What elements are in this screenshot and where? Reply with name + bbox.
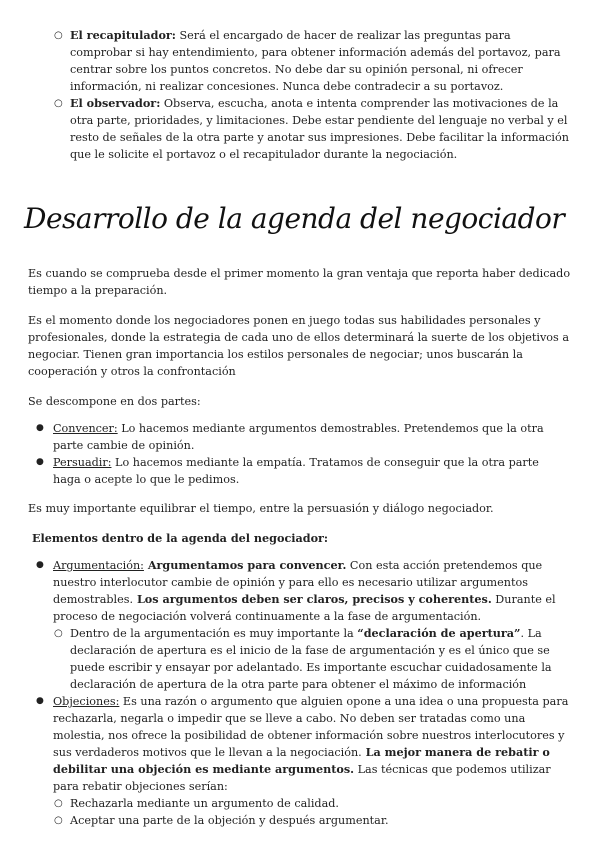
bold-text: Los argumentos deben ser claros, precisos y coherentes. [133, 592, 492, 606]
bold-text: La mejor manera de rebatir o debilitar una objeción es mediante argumentos. [53, 745, 550, 776]
disc-bullet-icon: ● [36, 457, 44, 467]
item-text: Rechazarla mediante un argumento de calidad. [70, 797, 339, 810]
item-text: Lo hacemos mediante argumentos demostrables. Pretendemos que la otra parte cambie de opinión. [53, 422, 544, 452]
paragraph: Se descompone en dos partes: [28, 395, 201, 408]
item-text: Dentro de la argumentación es muy importante la [70, 627, 358, 640]
bold-text: “declaración de apertura” [357, 626, 521, 640]
circle-bullet-icon: ○ [54, 98, 63, 109]
item-text: . La declaración de apertura es el inicio de la fase de argumentación y es el único que se puede escribir y ensayar por adelantado. Es importante escuchar cuidadosamente la declaración de apertura de la otra parte para obtener el máximo de información [70, 627, 552, 691]
list-item-argumentacion [36, 557, 571, 625]
item-text: Lo hacemos mediante la empatía. Tratamos de conseguir que la otra parte haga o acepte lo que le pedimos. [53, 456, 539, 486]
disc-bullet-icon: ● [36, 696, 44, 706]
sub-list-item [54, 812, 571, 829]
item-text: Durante el proceso de negociación volverá continuamente a la fase de argumentación. [53, 593, 556, 623]
role-list [54, 27, 570, 163]
paragraph: Es muy importante equilibrar el tiempo, entre la persuasión y diálogo negociador. [28, 502, 494, 515]
list-item [36, 454, 558, 488]
circle-bullet-icon: ○ [54, 815, 63, 826]
circle-bullet-icon: ○ [54, 30, 63, 41]
list-item [36, 420, 558, 454]
circle-bullet-icon: ○ [54, 628, 63, 639]
term: Persuadir: [53, 456, 112, 469]
item-text: Es una razón o argumento que alguien opone a una idea o una propuesta para rechazarla, negarla o impedir que se lleve a cabo. No deben ser tratadas como una molestia, nos ofrece la posibilidad de obtener información sobre nuestros interlocutores y sus verdaderos motivos que le llevan a la negociación. [53, 695, 569, 759]
item-text: Las técnicas que podemos utilizar para rebatir objeciones serían: [53, 763, 551, 793]
section-title: Desarrollo de la agenda del negociador [24, 202, 565, 235]
disc-bullet-icon: ● [36, 423, 44, 433]
parts-list [36, 420, 558, 488]
circle-bullet-icon: ○ [54, 798, 63, 809]
term: El observador: [70, 96, 161, 110]
list-item [54, 27, 570, 95]
disc-bullet-icon: ● [36, 560, 44, 570]
item-text: Aceptar una parte de la objeción y después argumentar. [70, 814, 389, 827]
term: Argumentación: [53, 559, 144, 572]
list-item [54, 95, 570, 163]
item-text: Con esta acción pretendemos que nuestro interlocutor cambie de opinión y para ello es necesario utilizar argumentos demostrables. [53, 559, 543, 606]
paragraph: Es cuando se comprueba desde el primer momento la gran ventaja que reporta haber dedicado tiempo a la preparación. [28, 267, 571, 297]
item-text: Será el encargado de hacer de realizar las preguntas para comprobar si hay entendimiento, para obtener información además del portavoz, para centrar sobre los puntos concretos. No debe dar su opinión personal, ni ofrecer información, ni realizar concesiones. Nunca debe contradecir a su portavoz. [70, 29, 561, 93]
sub-list-item [54, 795, 571, 812]
item-text: Observa, escucha, anota e intenta comprender las motivaciones de la otra parte, prioridades, y limitaciones. Debe estar pendiente del lenguaje no verbal y el resto de señales de la otra parte y anotar sus impresiones. Debe facilitar la información que le solicite el portavoz o el recapitulador durante la negociación. [70, 97, 569, 161]
list-item-objeciones [36, 693, 571, 795]
sub-list-item [54, 625, 571, 693]
term: Convencer: [53, 422, 118, 435]
paragraph: Es el momento donde los negociadores ponen en juego todas sus habilidades personales y profesionales, donde la estrategia de cada uno de ellos determinará la suerte de los objetivos a negociar. Tienen gran importancia los estilos personales de negociar; unos buscarán la cooperación y otros la confrontación [28, 314, 570, 378]
subheading: Elementos dentro de la agenda del negociador: [32, 531, 329, 545]
bold-text: Argumentamos para convencer. [143, 558, 347, 572]
elements-list [36, 557, 571, 829]
term: El recapitulador: [70, 28, 176, 42]
term: Objeciones: [53, 695, 120, 708]
